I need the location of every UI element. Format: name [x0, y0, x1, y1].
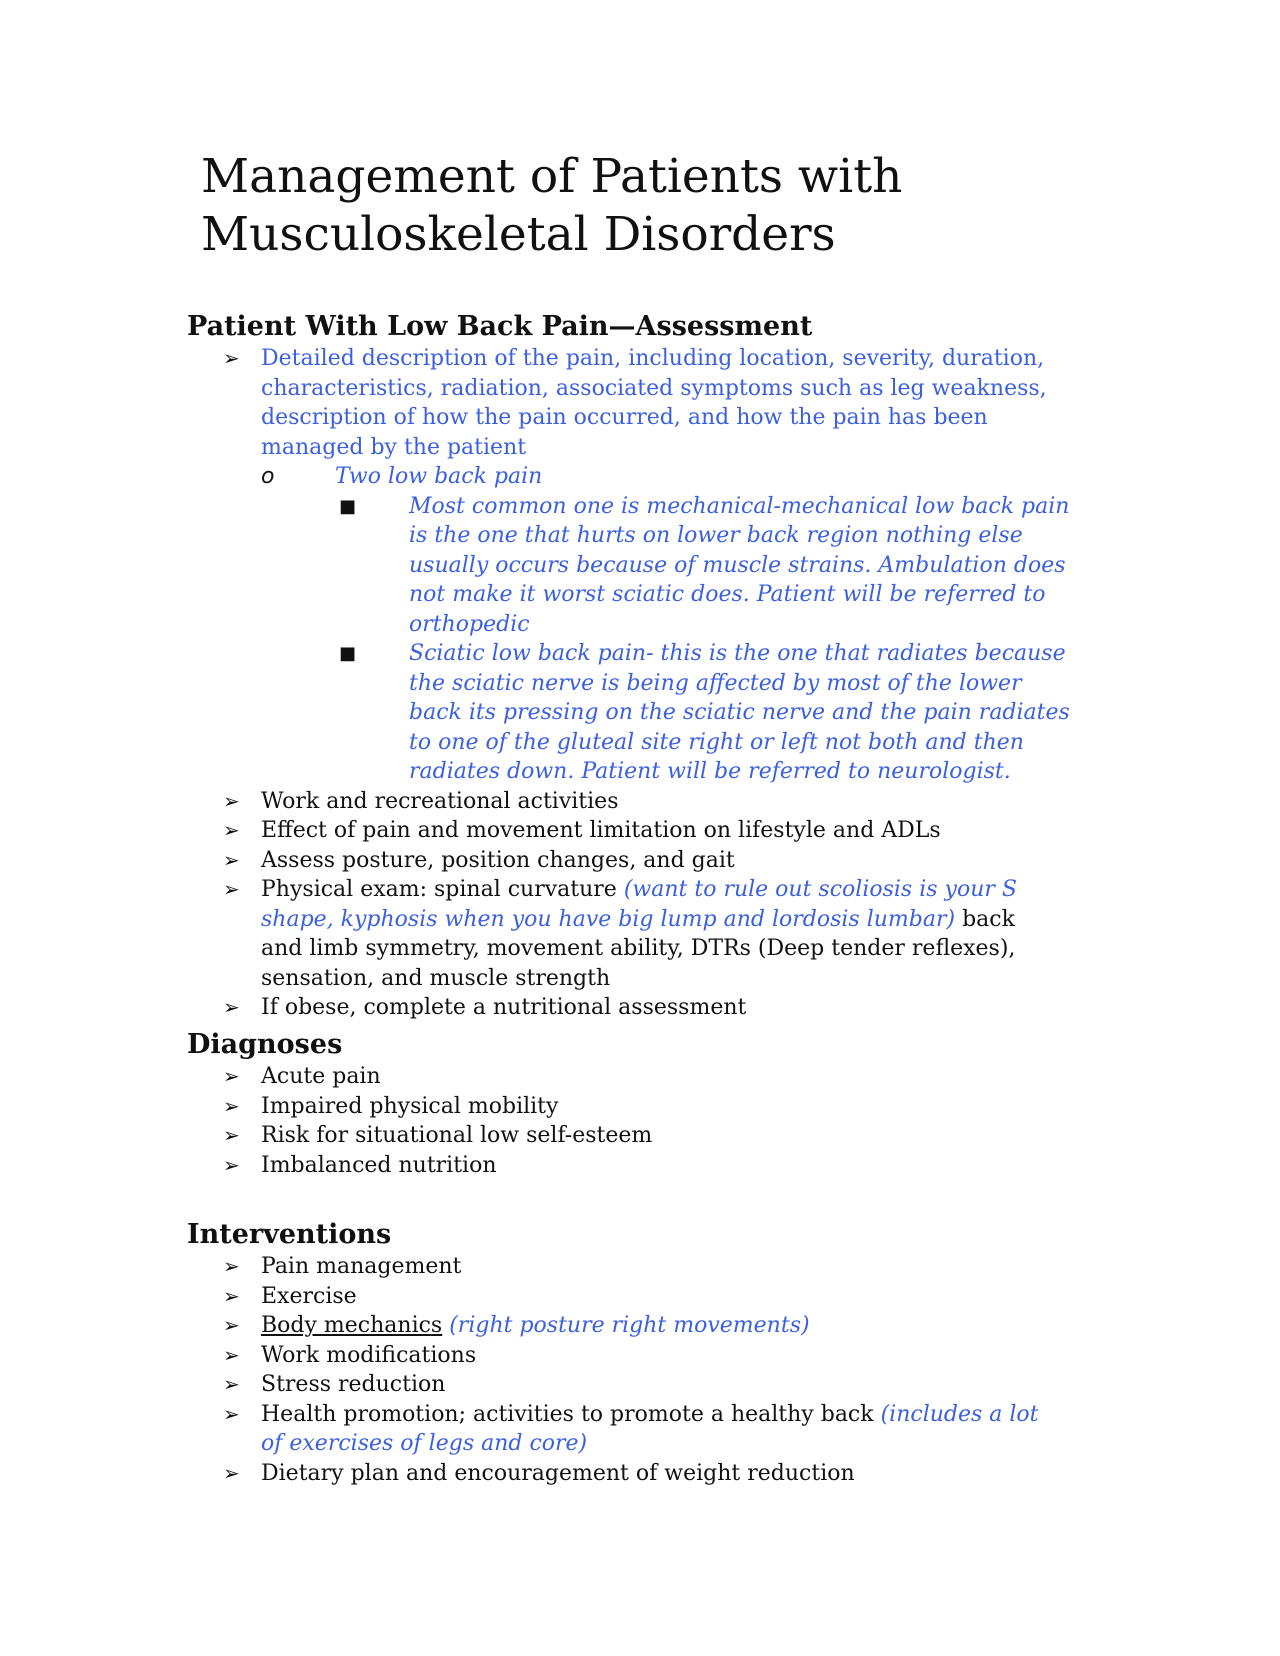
- diagnoses-list: [187, 1062, 1187, 1180]
- square-bullet-icon: ■: [339, 495, 357, 517]
- assessment-heading: Patient With Low Back Pain—Assessment: [187, 311, 813, 342]
- health-promotion-note: (includes a lot of exercises of legs and core): [261, 1401, 1039, 1456]
- body-mechanics-note: (right posture right movements): [442, 1313, 810, 1338]
- item-text: Exercise: [261, 1283, 357, 1309]
- item-text: Health promotion; activities to promote a healthy back: [261, 1401, 881, 1427]
- arrow-bullet-icon: ➢: [223, 1093, 240, 1118]
- list-item: [187, 1400, 1061, 1459]
- arrow-bullet-icon: ➢: [223, 346, 240, 370]
- arrow-bullet-icon: ➢: [223, 788, 240, 813]
- item-text: Physical exam: spinal curvature: [261, 877, 624, 902]
- sub-list-label: Two low back pain: [335, 464, 543, 489]
- list-item: [187, 993, 1081, 1023]
- sub-list: [261, 462, 1081, 787]
- item-text: back and limb symmetry, movement ability, DTRs (Deep tender reflexes), sensation, and muscle strength: [261, 906, 1016, 991]
- item-text: Work modifications: [261, 1342, 477, 1368]
- sciatic-pain-note: Sciatic low back pain- this is the one that radiates because the sciatic nerve is being affected by most of the lower back its pressing on the sciatic nerve and the pain radiates to one of the gluteal site right or left not both and then radiates down. Patient will be referred to neurologist.: [409, 641, 1070, 784]
- list-item: [187, 1092, 1187, 1122]
- mechanical-pain-note: Most common one is mechanical-mechanical low back pain is the one that hurts on lower back region nothing else usually occurs because of muscle strains. Ambulation does not make it worst sciatic does. Patient will be referred to orthopedic: [409, 493, 1070, 637]
- list-item: [187, 1370, 1187, 1400]
- circle-bullet-icon: o: [261, 464, 275, 489]
- item-text: Dietary plan and encouragement of weight reduction: [261, 1460, 855, 1486]
- curvature-note: (want to rule out scoliosis is your S shape, kyphosis when you have big lump and lordosis lumbar): [261, 877, 1017, 932]
- arrow-bullet-icon: ➢: [223, 1460, 240, 1485]
- arrow-bullet-icon: ➢: [223, 1313, 240, 1337]
- item-text: Pain management: [261, 1254, 462, 1279]
- item-text: If obese, complete a nutritional assessment: [261, 995, 747, 1020]
- list-item: [335, 492, 1081, 640]
- arrow-bullet-icon: ➢: [223, 995, 240, 1019]
- assessment-section: [187, 310, 1187, 1023]
- list-item: [187, 1062, 1187, 1092]
- diagnoses-heading: Diagnoses: [187, 1029, 343, 1060]
- page-title: [201, 148, 1101, 264]
- arrow-bullet-icon: ➢: [223, 1152, 240, 1177]
- list-item: [187, 816, 1081, 846]
- arrow-bullet-icon: ➢: [223, 1064, 240, 1088]
- assessment-list: [187, 344, 1187, 1023]
- arrow-bullet-icon: ➢: [223, 1123, 240, 1147]
- list-item: [187, 1282, 1187, 1312]
- item-text: Imbalanced nutrition: [261, 1152, 497, 1178]
- list-item: [187, 1151, 1187, 1181]
- sub-sub-list: [335, 492, 1081, 787]
- diagnoses-section: [187, 1028, 1187, 1180]
- list-item: [187, 1252, 1187, 1282]
- item-text: Stress reduction: [261, 1372, 446, 1397]
- item-text: Risk for situational low self-esteem: [261, 1123, 653, 1148]
- item-text: Effect of pain and movement limitation on lifestyle and ADLs: [261, 818, 941, 843]
- arrow-bullet-icon: ➢: [223, 877, 240, 901]
- interventions-section: [187, 1218, 1187, 1488]
- item-text: Acute pain: [261, 1064, 381, 1089]
- arrow-bullet-icon: ➢: [223, 1254, 240, 1278]
- list-item: [187, 1341, 1187, 1371]
- item-text: Impaired physical mobility: [261, 1093, 559, 1119]
- arrow-bullet-icon: ➢: [223, 1401, 240, 1426]
- arrow-bullet-icon: ➢: [223, 1283, 240, 1308]
- list-item: [187, 1121, 1187, 1151]
- square-bullet-icon: ■: [339, 643, 357, 664]
- arrow-bullet-icon: ➢: [223, 1342, 240, 1367]
- interventions-list: [187, 1252, 1187, 1488]
- list-item: [261, 462, 1081, 787]
- list-item: [187, 846, 1081, 876]
- item-text: Body mechanics: [261, 1313, 443, 1338]
- list-item: [187, 1459, 1187, 1489]
- list-item: [187, 787, 1081, 817]
- title-line-1: Management of Patients with: [201, 149, 903, 204]
- arrow-bullet-icon: ➢: [223, 847, 240, 872]
- list-item: [187, 344, 1081, 787]
- arrow-bullet-icon: ➢: [223, 818, 240, 842]
- arrow-bullet-icon: ➢: [223, 1372, 240, 1396]
- list-item: [335, 639, 1081, 787]
- interventions-heading: Interventions: [187, 1219, 392, 1250]
- item-text: Work and recreational activities: [261, 788, 619, 814]
- title-line-2: Musculoskeletal Disorders: [201, 207, 836, 262]
- list-item: [187, 875, 1061, 993]
- pain-description-item: Detailed description of the pain, including location, severity, duration, characteristics, radiation, associated symptoms such as leg weakness, description of how the pain occurred, and how the pain has been managed by the patient: [261, 346, 1047, 460]
- list-item: [187, 1311, 1187, 1341]
- item-text: Assess posture, position changes, and gait: [261, 847, 735, 873]
